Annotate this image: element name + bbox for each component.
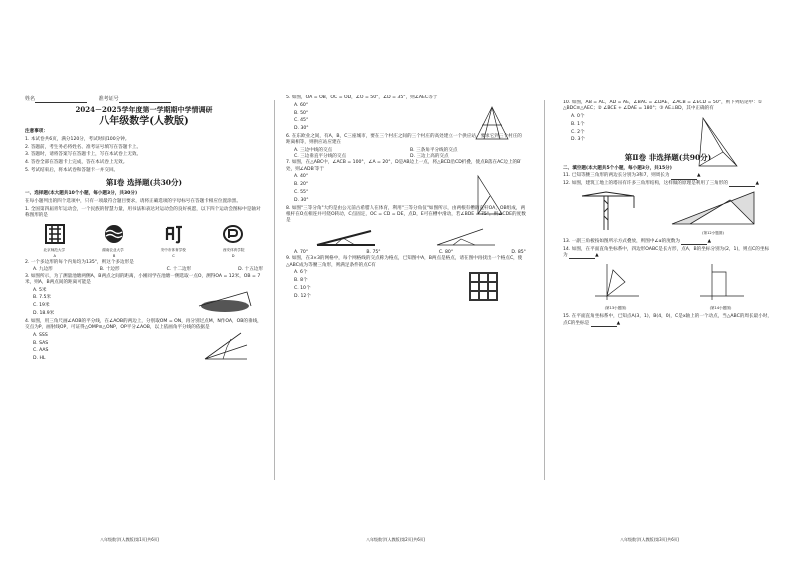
- note-item: 2. 答题前，考生务必将姓名、准考证号填写在答题卡上。: [25, 144, 142, 150]
- tower-crane-figure: [580, 190, 636, 232]
- note-item: 3. 答题时，请将答案写在答题卡上，写在本试卷上无效。: [25, 152, 142, 158]
- option: C. 三边垂直平分线的交点: [294, 154, 347, 160]
- triangle-figure-q5: [472, 105, 512, 143]
- trisector-figure-2: [435, 227, 497, 247]
- option: C. 55°: [294, 189, 309, 195]
- column-divider: [544, 100, 545, 480]
- q9-block: [286, 256, 526, 300]
- answer-blank[interactable]: [569, 254, 595, 259]
- answer-blank[interactable]: [729, 182, 755, 187]
- option: A. 5米: [33, 287, 47, 293]
- fold-triangle-figure: [472, 174, 506, 218]
- option: B. 8个: [294, 278, 308, 284]
- question-6: 6. 在东欧业之间，有A，B，C三座城市，要在三个村庄之间的三个村庄的高处建立一个供应站，要求它到三个村庄的距离相等，则供应站应建在: [286, 133, 522, 146]
- option: B. 1个: [571, 121, 585, 127]
- question-14-text: 14. 如图，在平面直角坐标系中，四边形OABC是长方形，点A，B的坐标分别为(2，1)，则点C的坐标为: [563, 246, 770, 258]
- blank-mark: ▲: [696, 173, 701, 179]
- question-8: 8. 如图"三等分角"大约是由公元前古希腊人在体育，利用"三等分角仪"如图所示，由两根有槽的直杆OA，OB组成，两根杆在O点相连并可绕O转动，C点固定，OC = CD = DE，点D，E可在槽中滑动，若∠BDE = 75°，则∠CDE的度数是: [286, 205, 526, 223]
- name-bar: [25, 95, 263, 103]
- congruent-triangles-figure: [693, 116, 743, 170]
- figure-caption: (第12小题图): [702, 230, 724, 235]
- option: A. 40°: [294, 174, 309, 180]
- question-14: [563, 247, 773, 259]
- blank-mark: ▲: [595, 252, 599, 258]
- option: A. 三边中线的交点: [294, 147, 333, 153]
- section1-intro: 在每小题列出的四个选项中，只有一项最符合题目要求，请将正确选项的字母标号在答题卡相应位置涂黑。: [25, 198, 241, 204]
- oval-emblem-logo-icon: [222, 223, 244, 245]
- option-letter: C: [172, 254, 175, 259]
- coordinate-figure-2: [696, 262, 746, 302]
- page-number: 八年级数学(人教版)第1页(共6页): [100, 537, 160, 542]
- option: C. 十二边形: [166, 267, 192, 273]
- notes-heading: 注意事项：: [25, 129, 48, 134]
- blank-mark: ▲: [616, 320, 621, 326]
- column-2: [286, 95, 526, 535]
- question-9: 9. 如图，在3×3的网格中，每个网格线的交点称为格点，已知图中A，B两点是格点，请在图中再找出一个格点C，使△ABC成为等腰三角形，则满足条件的点C有: [286, 256, 523, 268]
- note-item: 4. 答卷全部在答题卡上完成，答在本试卷上无效。: [25, 160, 128, 166]
- column-3: [563, 100, 773, 470]
- q8-figures: [286, 227, 526, 247]
- option: B. 十边形: [99, 267, 120, 273]
- question-13: [563, 239, 773, 245]
- option: C. 45°: [294, 118, 309, 124]
- figure-caption: (第13小题图): [604, 306, 627, 311]
- exam-no-field[interactable]: [119, 97, 171, 103]
- blank-mark: ▲: [707, 238, 711, 244]
- character-logo-icon: [163, 223, 185, 245]
- option: C. AAS: [33, 348, 49, 354]
- question-5: 5. 如图，OA = OB，OC = OD，∠O = 50°，∠D = 35°，则∠AEC等于: [286, 95, 438, 100]
- option: D. 85°: [511, 250, 526, 256]
- grid-figure: [469, 272, 498, 301]
- q6-options: [286, 148, 526, 160]
- option: D. 十五边形: [238, 267, 263, 273]
- option-letter: B: [112, 254, 116, 259]
- option: A. 60°: [294, 102, 309, 108]
- option: A. 九边形: [33, 267, 53, 273]
- option: D. 3个: [571, 137, 585, 143]
- name-field[interactable]: [35, 97, 87, 103]
- axes-figure-wrap-2: [696, 262, 746, 311]
- figure-caption: (第14小题图): [709, 306, 732, 311]
- question-15: [563, 314, 773, 326]
- q10-block: [563, 100, 773, 144]
- answer-blank[interactable]: [681, 240, 707, 245]
- q5-block: [286, 95, 526, 132]
- option: C. 2个: [571, 129, 585, 135]
- option: B. 50°: [294, 110, 309, 116]
- option: D. 30°: [294, 126, 309, 132]
- part1-title: 第Ⅰ卷 选择题(共30分): [105, 178, 183, 188]
- q4-block: [25, 333, 263, 363]
- q12-q13-figures: [563, 190, 773, 235]
- exam-title: 2024－2025学年度第一学期期中学情调研: [75, 105, 213, 114]
- option: D. 30°: [294, 197, 309, 203]
- question-15-text: 15. 在平面直角坐标系中，已知点A(3，1)，B(4，0)，C是x轴上的一个动点，当△ABC的周长最小时，点C的坐标是: [563, 314, 772, 326]
- option: A. SSS: [33, 332, 48, 338]
- option: C. 19米: [33, 303, 50, 309]
- option: D. HL: [33, 356, 46, 362]
- set-squares-figure: [670, 190, 756, 226]
- option: A. 70°: [294, 250, 309, 256]
- axes-figure-wrap-1: [591, 262, 641, 311]
- crane-figure-wrap: [580, 190, 636, 235]
- question-12: [563, 181, 773, 187]
- logo-caption: 湖南农业大学: [102, 248, 124, 253]
- option: B. 75°: [366, 250, 381, 256]
- column-1: [25, 95, 263, 535]
- column-divider: [274, 100, 275, 480]
- note-item: 5. 考试结束后，将本试卷和答题卡一并交回。: [25, 167, 119, 173]
- part2-title: 第Ⅱ卷 非选择题(共90分): [624, 152, 712, 162]
- question-11-text: 11. 已知等腰三角形的两边长分别为3和7，则周长为: [563, 173, 670, 179]
- answer-blank[interactable]: [591, 322, 617, 327]
- option: A. 6个: [294, 270, 308, 276]
- question-1: 1. 全国第四届青年运动会，一个民族的智慧力量，用书法和表达对运动会的良好祝愿，以下四个运动会图标中是轴对称图形的是: [25, 206, 261, 218]
- logo-caption: 安中市体育学校: [160, 248, 186, 253]
- exam-no-label: 准考证号: [98, 96, 119, 102]
- set-square-figure-wrap: [670, 190, 756, 235]
- question-11: [563, 173, 773, 179]
- coordinate-figure-1: [591, 262, 641, 302]
- logo-caption: 西安体育学院: [222, 248, 245, 253]
- question-13-text: 13. 一副三角板按如图所示方式叠放，则图中∠α的度数为: [563, 238, 680, 244]
- name-label: 姓名: [25, 96, 36, 102]
- option-letter: D: [231, 254, 235, 259]
- exam-subtitle: 八年级数学(人教版): [99, 116, 189, 127]
- note-item: 1. 本试卷共6页，满分120分，考试时间100分钟。: [25, 136, 130, 142]
- question-10: 10. 如图，AB = AC，AD = AE，∠BAC = ∠DAE，∠ACB = ∠ECD = 50°，则下列结论中：① △BDC≌△AEC；② ∠BCE + ∠DAE = 180°；③ AE⊥BD，其中正确的有: [563, 100, 762, 112]
- section1-heading: 一、选择题(本大题共10个小题，每小题3分，共30分): [25, 191, 138, 197]
- question-4: 4. 如图，用三角尺画∠AOB的平分线，在∠AOB的两边上，分别取OM = ON，再分别过点M，N作OA，OB的垂线，交点为P，画射线OP，可证得△OMP≌△ONP，OP平分∠AOB，以上依画角平分线的依据是: [25, 318, 262, 330]
- q13-q14-figures: [563, 262, 773, 311]
- option: D. 三边上高的交点: [410, 154, 449, 160]
- option: B. 20°: [294, 182, 309, 188]
- answer-blank[interactable]: [671, 175, 697, 180]
- circle-wave-logo-icon: [103, 223, 125, 245]
- calligraphy-logo-icon: [44, 223, 66, 245]
- question-7: 7. 如图，在△ABC中，∠ACB = 100°，∠A = 20°，D是AB边上一点，将△BCD沿CD折叠，使点B落在AC边上的B′处，则∠ADB′等于: [286, 160, 522, 172]
- option: B. 7.5米: [33, 295, 51, 301]
- option: D. 12个: [294, 293, 311, 299]
- question-3: 3. 如图所示，为了测量池塘两侧A，B两点之间的距离，小刚同学在池塘一侧选取一点O，测得OA = 12米，OB = 7米，则A，B两点间的距离可能是: [25, 273, 261, 285]
- trisector-figure-1: [315, 227, 377, 247]
- angle-bisector-figure: [201, 329, 251, 363]
- question-2: 2. 一个多边形的每个内角均为135°，则这个多边形是: [25, 259, 134, 265]
- option: A. 0个: [571, 114, 585, 119]
- option: B. 三条角平分线的交点: [410, 147, 458, 153]
- q7-block: [286, 160, 526, 204]
- section2-heading: 二、填空题(本大题共5个小题，每小题3分，共15分): [563, 165, 672, 171]
- question-12-text: 12. 如图，建筑工地上的塔吊有许多三角形结构，这样做的原理是利用了三角形的: [563, 181, 728, 187]
- logo-options: [25, 223, 263, 245]
- page-number: 八年级数学(人教版)第2页(共6页): [366, 537, 426, 542]
- pond-figure: [195, 288, 255, 314]
- page-number: 八年级数学(人教版)第3页(共6页): [620, 537, 680, 542]
- option-letter: A: [53, 254, 56, 259]
- option: B. SAS: [33, 340, 49, 346]
- option: D. 18.9米: [33, 310, 55, 316]
- option: C. 10个: [294, 285, 311, 291]
- logo-caption: 北京师范大学: [43, 248, 66, 253]
- q3-block: [25, 288, 263, 318]
- option: C. 80°: [438, 250, 454, 256]
- blank-mark: ▲: [755, 181, 759, 187]
